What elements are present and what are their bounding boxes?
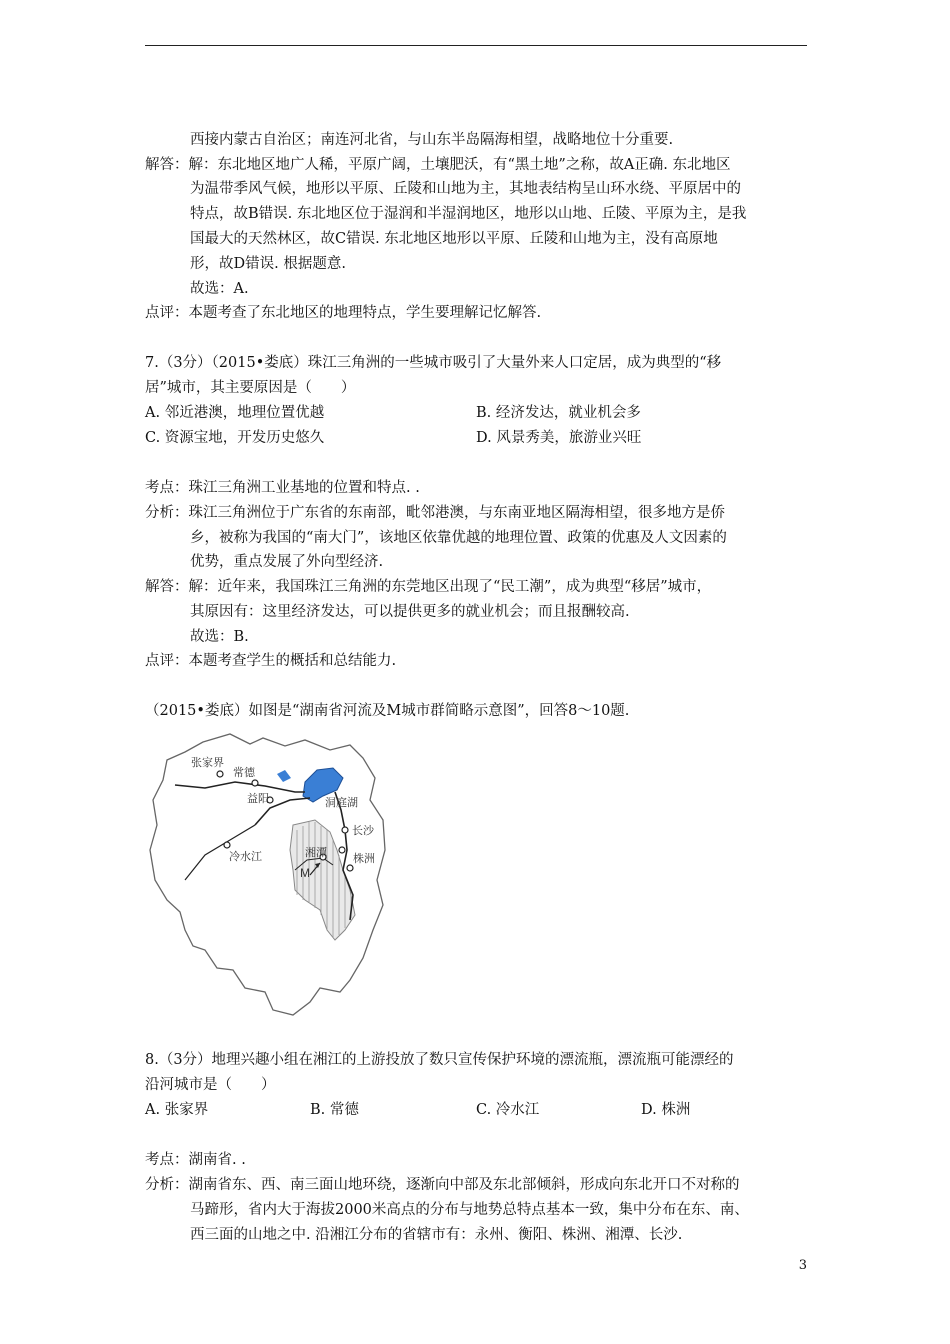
question-8: 8.（3分）地理兴趣小组在湘江的上游投放了数只宣传保护环境的漂流瓶，漂流瓶可能漂经的 [145, 1052, 734, 1068]
label-zhuzhou: 株洲 [353, 853, 375, 865]
choice-line: 故选：A. [190, 281, 249, 297]
header-rule [145, 45, 807, 46]
text-line: 特点，故B错误. 东北地区位于湿润和半湿润地区，地形以山地、丘陵、平原为主，是我 [190, 206, 747, 222]
text-line: 国最大的天然林区，故C错误. 东北地区地形以平原、丘陵和山地为主，没有高原地 [190, 231, 718, 247]
option-d: D. 风景秀美，旅游业兴旺 [476, 430, 642, 446]
kaodian-line: 考点：湖南省. . [145, 1152, 246, 1168]
hunan-map [145, 730, 410, 1020]
option-a: A. 张家界 [145, 1102, 209, 1118]
label-zhangjiajie: 张家界 [191, 757, 224, 769]
text-line: 马蹄形，省内大于海拔2000米高点的分布与地势总特点基本一致，集中分布在东、南、 [190, 1202, 749, 1218]
option-b: B. 经济发达，就业机会多 [476, 405, 641, 421]
label-changde: 常德 [233, 767, 255, 779]
label-xiangtan: 湘潭 [305, 847, 327, 859]
kaodian-line: 考点：珠江三角洲工业基地的位置和特点. . [145, 480, 420, 496]
option-c: C. 资源宝地，开发历史悠久 [145, 430, 325, 446]
text-line: 为温带季风气候，地形以平原、丘陵和山地为主，其地表结构呈山环水绕、平原居中的 [190, 181, 741, 197]
label-changsha: 长沙 [352, 825, 374, 837]
text-line: 优势，重点发展了外向型经济. [190, 554, 384, 570]
analysis-line: 分析：珠江三角洲位于广东省的东南部，毗邻港澳，与东南亚地区隔海相望，很多地方是侨 [145, 505, 725, 521]
comment-line: 点评：本题考查学生的概括和总结能力. [145, 653, 397, 669]
text-line: 西三面的山地之中. 沿湘江分布的省辖市有：永州、衡阳、株洲、湘潭、长沙. [190, 1227, 683, 1243]
label-yiyang: 益阳 [247, 793, 269, 805]
text-line: 西接内蒙古自治区；南连河北省，与山东半岛隔海相望，战略地位十分重要. [190, 132, 674, 148]
option-d: D. 株洲 [641, 1102, 691, 1118]
text-line: 乡，被称为我国的“南大门”，该地区依靠优越的地理位置、政策的优惠及人文因素的 [190, 530, 727, 546]
option-c: C. 冷水江 [476, 1102, 540, 1118]
label-m: M [300, 866, 310, 880]
question-7-cont: 居”城市，其主要原因是（ ） [145, 380, 356, 396]
option-a: A. 邻近港澳，地理位置优越 [145, 405, 325, 421]
option-b: B. 常德 [310, 1102, 359, 1118]
label-lengshuijiang: 冷水江 [229, 851, 262, 863]
label-dongtinghu: 洞庭湖 [325, 797, 358, 809]
answer-line: 解答：解：近年来，我国珠江三角洲的东莞地区出现了“民工潮”，成为典型“移居”城市， [145, 579, 712, 595]
text-line: 其原因有：这里经济发达，可以提供更多的就业机会；而且报酬较高. [190, 604, 630, 620]
intro-line: （2015•娄底）如图是“湖南省河流及M城市群简略示意图”，回答8～10题. [145, 703, 630, 719]
analysis-line: 分析：湖南省东、西、南三面山地环绕，逐渐向中部及东北部倾斜，形成向东北开口不对称的 [145, 1177, 740, 1193]
answer-line: 解答：解：东北地区地广人稀，平原广阔，土壤肥沃，有“黑土地”之称，故A正确. 东北地区 [145, 157, 731, 173]
page-number: 3 [798, 1258, 807, 1273]
choice-line: 故选：B. [190, 629, 249, 645]
question-8-cont: 沿河城市是（ ） [145, 1077, 276, 1093]
text-line: 形，故D错误. 根据题意. [190, 256, 346, 272]
question-7: 7.（3分）（2015•娄底）珠江三角洲的一些城市吸引了大量外来人口定居，成为典型的“移 [145, 355, 722, 371]
comment-line: 点评：本题考查了东北地区的地理特点，学生要理解记忆解答. [145, 305, 542, 321]
